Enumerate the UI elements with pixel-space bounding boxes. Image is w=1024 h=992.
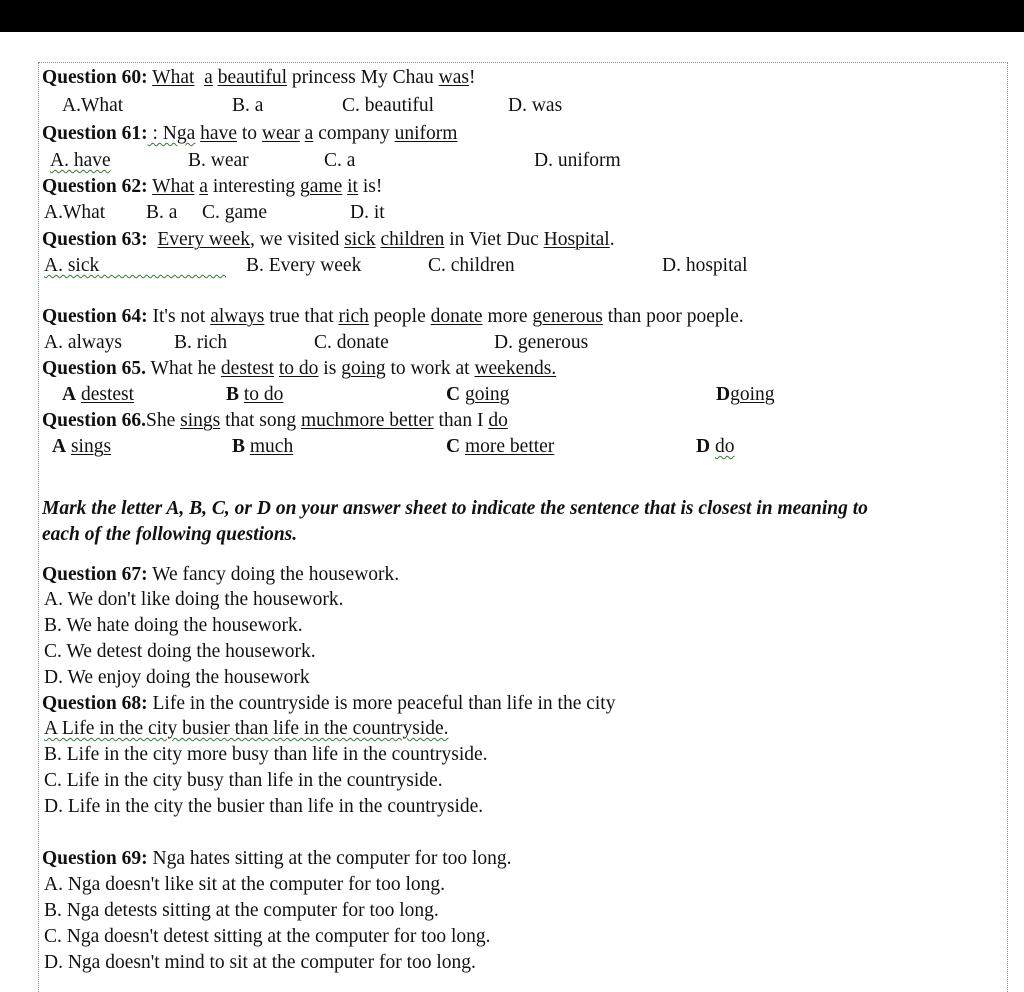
option-c: C. We detest doing the housework. (44, 641, 316, 662)
option-b: B. Nga detests sitting at the computer for too long. (44, 900, 439, 921)
option-a: A sings (52, 436, 112, 457)
option-c: C more better (446, 436, 555, 457)
option-c: C. a (324, 150, 356, 171)
question-60: Question 60: What a beautiful princess My Chau was! (42, 67, 476, 88)
option-c: C going (446, 384, 510, 405)
option-a: A. have (50, 150, 111, 171)
option-d: D. hospital (662, 255, 748, 276)
option-c: C. children (428, 255, 515, 276)
option-b: B. Every week (246, 255, 362, 276)
option-c: C. Life in the city busy than life in the countryside. (44, 770, 443, 791)
instruction-line-2: each of the following questions. (42, 524, 298, 545)
option-d: D. Nga doesn't mind to sit at the computer for too long. (44, 952, 476, 973)
question-62: Question 62: What a interesting game it is! (42, 176, 383, 197)
option-a: A destest (62, 384, 135, 405)
option-d: D. was (508, 95, 563, 116)
question-68: Question 68: Life in the countryside is more peaceful than life in the city (42, 693, 616, 714)
option-a: A. sick (44, 255, 100, 276)
question-67: Question 67: We fancy doing the housework. (42, 564, 400, 585)
option-a: A.What (62, 95, 124, 116)
option-b: B. Life in the city more busy than life in the countryside. (44, 744, 488, 765)
instruction-line-1: Mark the letter A, B, C, or D on your answer sheet to indicate the sentence that is closest in meaning to (42, 498, 868, 519)
question-65: Question 65. What he destest to do is going to work at weekends. (42, 358, 557, 379)
option-b: B much (232, 436, 294, 457)
option-b: B. a (146, 202, 178, 223)
option-a: A. Nga doesn't like sit at the computer for too long. (44, 874, 446, 895)
option-c: C. donate (314, 332, 389, 353)
option-b: B. rich (174, 332, 228, 353)
option-d: D do (696, 436, 735, 457)
top-black-bar (0, 0, 1024, 32)
option-a: A Life in the city busier than life in the countryside. (44, 718, 449, 739)
option-b: B to do (226, 384, 284, 405)
option-c: C. beautiful (342, 95, 435, 116)
option-d: D. uniform (534, 150, 621, 171)
option-a: A.What (44, 202, 106, 223)
question-66: Question 66.She sings that song muchmore better than I do (42, 410, 508, 431)
option-b: B. a (232, 95, 264, 116)
option-b: B. We hate doing the housework. (44, 615, 303, 636)
question-69: Question 69: Nga hates sitting at the computer for too long. (42, 848, 512, 869)
question-64: Question 64: It's not always true that rich people donate more generous than poor poeple. (42, 306, 744, 327)
option-d: D. Life in the city the busier than life in the countryside. (44, 796, 484, 817)
question-61: Question 61: : Nga have to wear a company uniform (42, 123, 458, 144)
option-c: C. game (202, 202, 267, 223)
option-d: D. it (350, 202, 385, 223)
question-63: Question 63: Every week, we visited sick children in Viet Duc Hospital. (42, 229, 615, 250)
option-b: B. wear (188, 150, 249, 171)
option-d: Dgoing (716, 384, 775, 405)
option-d: D. We enjoy doing the housework (44, 667, 310, 688)
option-a: A. always (44, 332, 122, 353)
option-d: D. generous (494, 332, 589, 353)
option-c: C. Nga doesn't detest sitting at the computer for too long. (44, 926, 491, 947)
option-a: A. We don't like doing the housework. (44, 589, 344, 610)
